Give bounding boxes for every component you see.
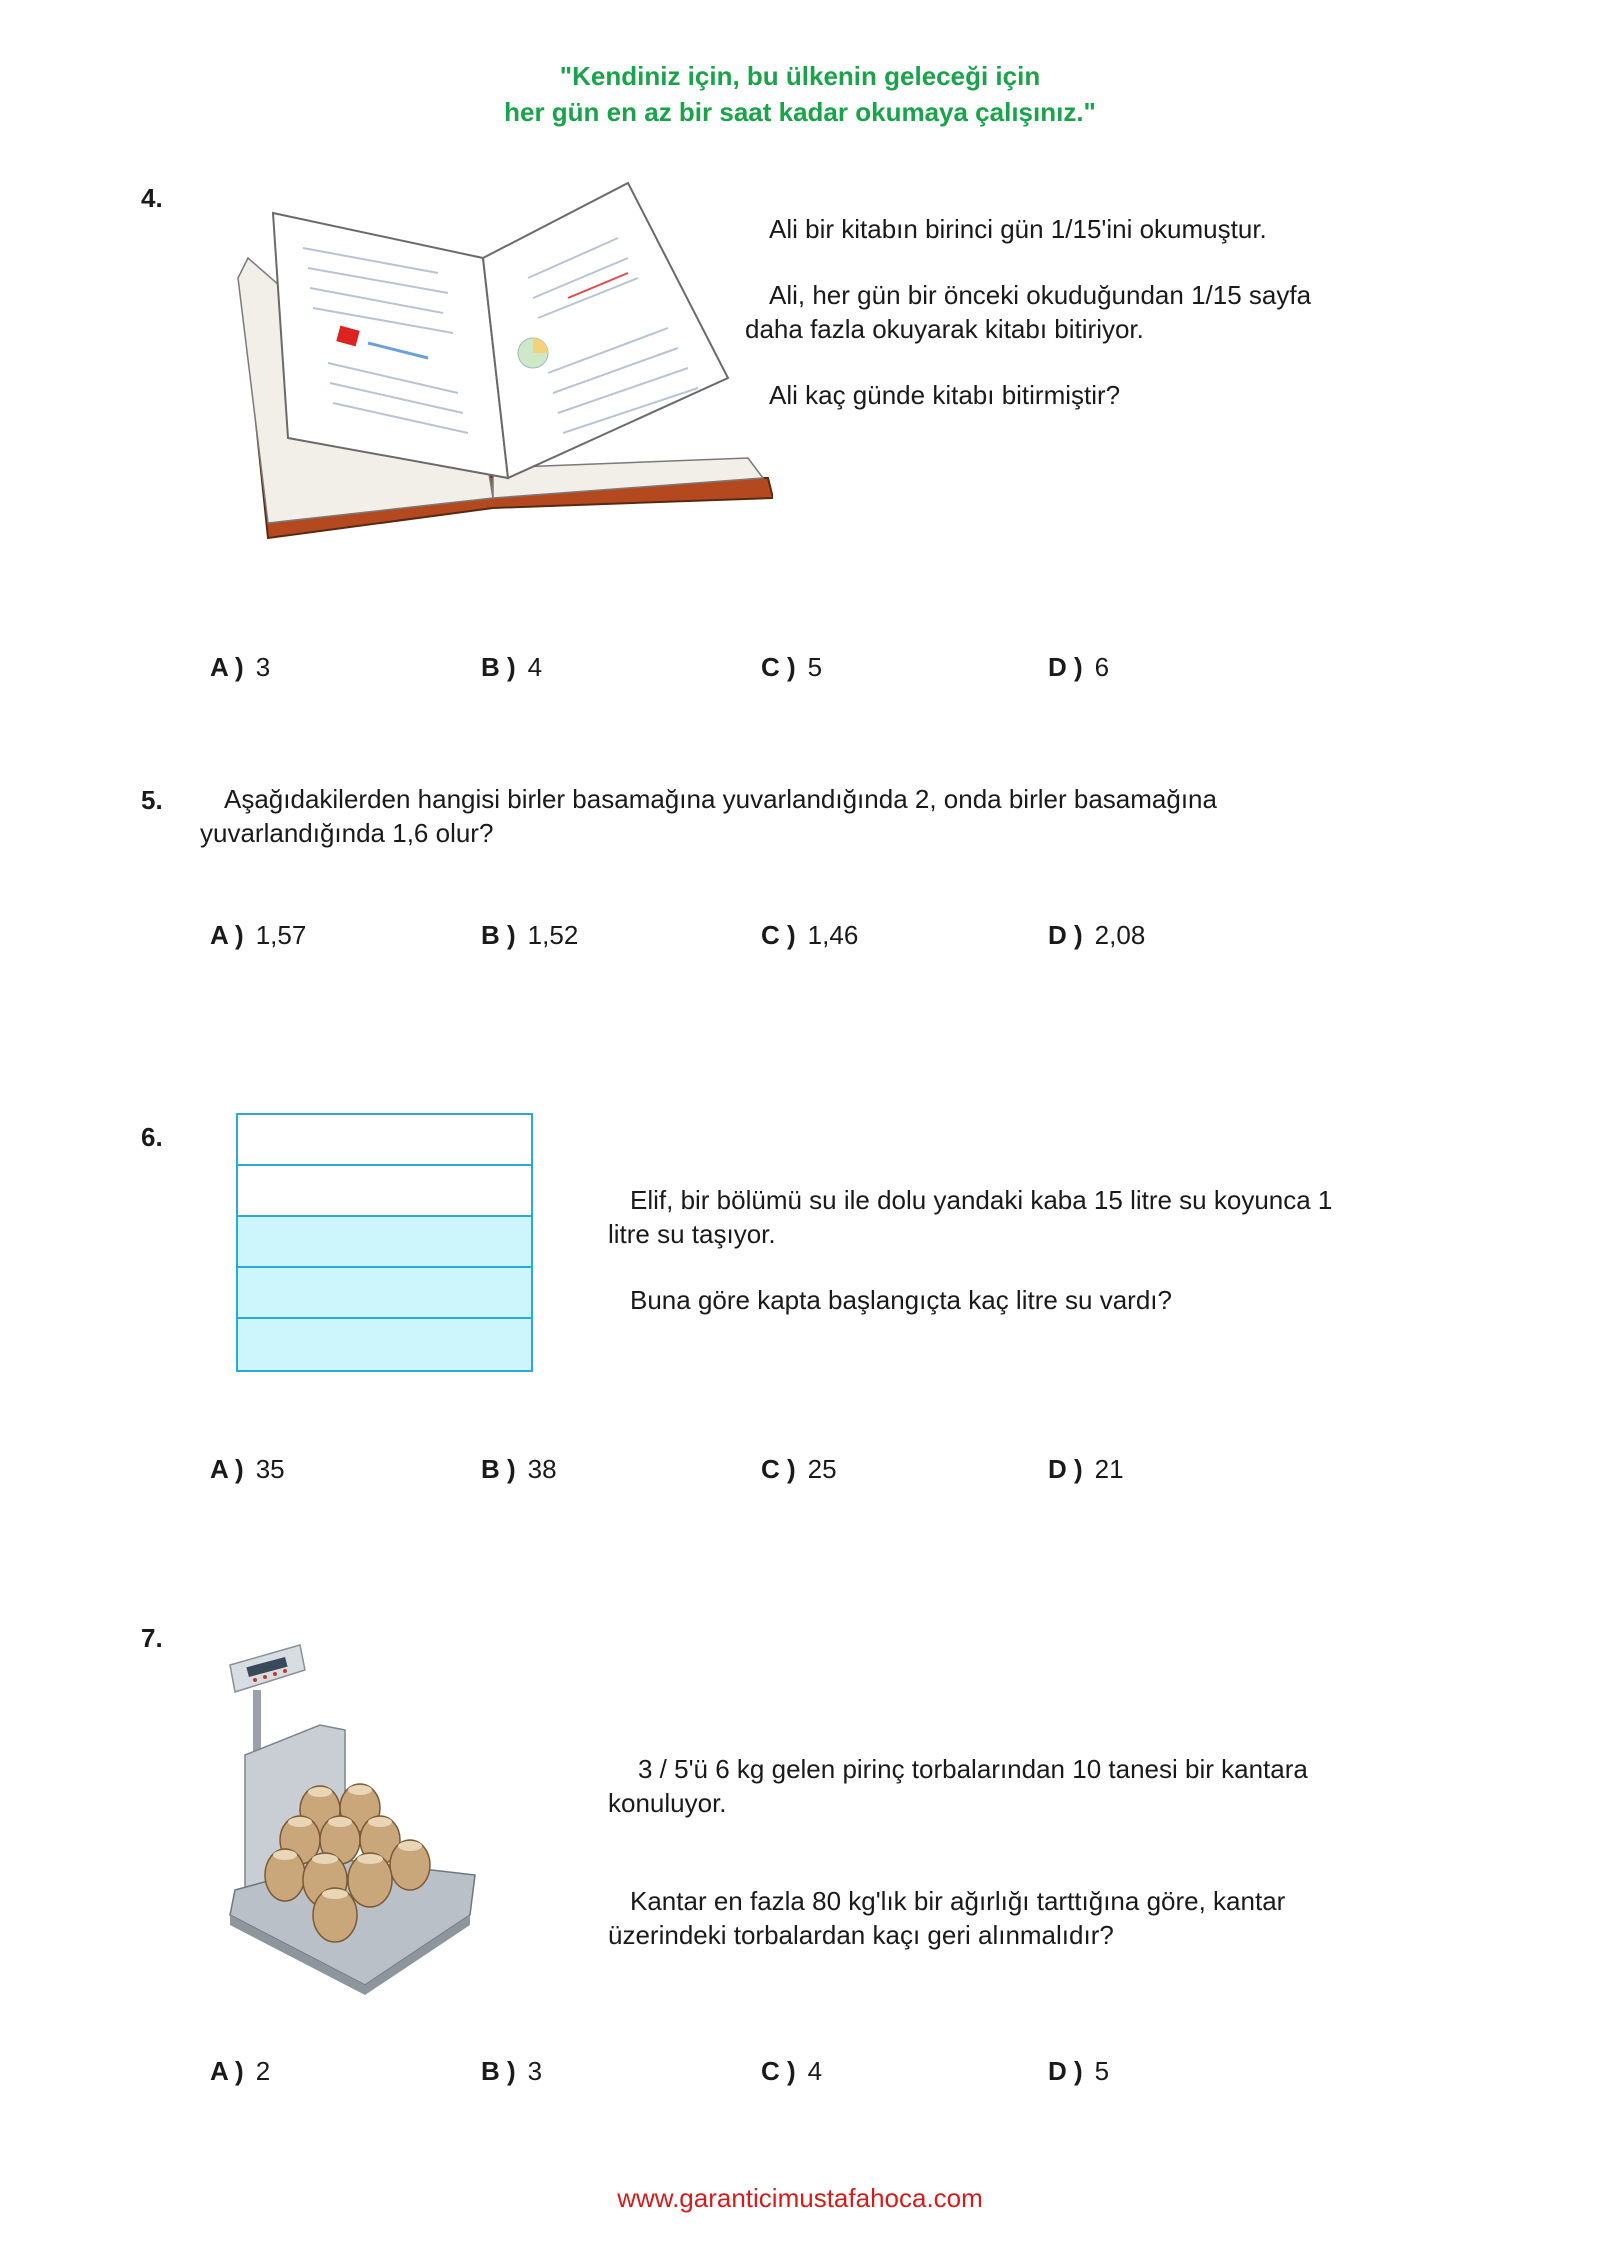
footer-website-link[interactable]: www.garanticimustafahoca.com <box>617 2183 983 2213</box>
water-container <box>236 1113 533 1372</box>
question-6-text <box>608 1183 1348 1317</box>
option-value: 1,46 <box>807 920 859 950</box>
container-part-empty <box>238 1166 531 1217</box>
question-7-option-b[interactable] <box>481 2056 542 2087</box>
question-5-option-d[interactable] <box>1048 920 1145 951</box>
open-book-illustration <box>228 178 773 543</box>
option-letter: C ) <box>761 920 796 950</box>
scale-with-rice-bags-illustration <box>225 1640 480 1995</box>
option-value: 25 <box>807 1454 837 1484</box>
option-value: 21 <box>1094 1454 1124 1484</box>
question-7-paragraph: Kantar en fazla 80 kg'lık bir ağırlığı tarttığına göre, kantar üzerindeki torbalardan kaçı geri alınmalıdır? <box>608 1886 1286 1950</box>
question-6-option-a[interactable] <box>210 1454 285 1485</box>
question-4-paragraph: Ali kaç günde kitabı bitirmiştir? <box>769 380 1121 410</box>
option-value: 4 <box>807 2056 823 2086</box>
option-value: 2,08 <box>1094 920 1146 950</box>
question-4-number: 4. <box>141 183 163 213</box>
option-letter: D ) <box>1048 2056 1083 2086</box>
question-4-paragraph: Ali, her gün bir önceki okuduğundan 1/15 sayfa daha fazla okuyarak kitabı bitiriyor. <box>745 280 1312 344</box>
option-letter: B ) <box>481 920 516 950</box>
question-5-option-b[interactable] <box>481 920 578 951</box>
option-value: 3 <box>527 2056 543 2086</box>
question-6-paragraph: Elif, bir bölümü su ile dolu yandaki kaba 15 litre su koyunca 1 litre su taşıyor. <box>608 1185 1333 1249</box>
question-7-option-a[interactable] <box>210 2056 270 2087</box>
container-part-empty <box>238 1115 531 1166</box>
option-letter: A ) <box>210 2056 244 2086</box>
option-value: 38 <box>527 1454 557 1484</box>
container-part-water <box>238 1217 531 1268</box>
question-6-option-c[interactable] <box>761 1454 837 1485</box>
option-letter: D ) <box>1048 1454 1083 1484</box>
motto-line-2: her gün en az bir saat kadar okumaya çalışınız." <box>504 97 1096 127</box>
option-letter: B ) <box>481 2056 516 2086</box>
option-letter: B ) <box>481 652 516 682</box>
question-5-text <box>200 782 1280 850</box>
option-letter: C ) <box>761 652 796 682</box>
option-letter: C ) <box>761 2056 796 2086</box>
option-letter: D ) <box>1048 920 1083 950</box>
question-6-option-d[interactable] <box>1048 1454 1124 1485</box>
question-5-number: 5. <box>141 785 163 815</box>
option-letter: A ) <box>210 920 244 950</box>
question-5-paragraph: Aşağıdakilerden hangisi birler basamağına yuvarlandığında 2, onda birler basamağına yuvarlandığında 1,6 olur? <box>200 784 1217 848</box>
question-7-text <box>608 1752 1348 1952</box>
container-part-water <box>238 1268 531 1319</box>
motto-line-1: "Kendiniz için, bu ülkenin geleceği için <box>559 61 1041 91</box>
option-value: 1,52 <box>527 920 579 950</box>
option-letter: D ) <box>1048 652 1083 682</box>
question-4-text <box>745 212 1345 412</box>
question-7-number: 7. <box>141 1623 163 1653</box>
question-7-option-d[interactable] <box>1048 2056 1109 2087</box>
question-4-option-c[interactable] <box>761 652 822 683</box>
option-letter: B ) <box>481 1454 516 1484</box>
option-value: 4 <box>527 652 543 682</box>
option-value: 5 <box>807 652 823 682</box>
option-value: 6 <box>1094 652 1110 682</box>
option-value: 5 <box>1094 2056 1110 2086</box>
question-5-option-a[interactable] <box>210 920 306 951</box>
question-4-paragraph: Ali bir kitabın birinci gün 1/15'ini okumuştur. <box>769 214 1267 244</box>
option-letter: A ) <box>210 1454 244 1484</box>
question-7-option-c[interactable] <box>761 2056 822 2087</box>
option-value: 1,57 <box>255 920 307 950</box>
option-value: 35 <box>255 1454 285 1484</box>
option-value: 2 <box>255 2056 271 2086</box>
question-7-paragraph: 3 / 5'ü 6 kg gelen pirinç torbalarından 10 tanesi bir kantara konuluyor. <box>608 1754 1308 1818</box>
option-letter: C ) <box>761 1454 796 1484</box>
question-6-option-b[interactable] <box>481 1454 557 1485</box>
container-part-water <box>238 1319 531 1370</box>
option-letter: A ) <box>210 652 244 682</box>
option-value: 3 <box>255 652 271 682</box>
question-4-option-b[interactable] <box>481 652 542 683</box>
question-5-option-c[interactable] <box>761 920 858 951</box>
question-6-paragraph: Buna göre kapta başlangıçta kaç litre su vardı? <box>630 1285 1172 1315</box>
question-6-number: 6. <box>141 1122 163 1152</box>
question-4-option-d[interactable] <box>1048 652 1109 683</box>
question-4-option-a[interactable] <box>210 652 270 683</box>
